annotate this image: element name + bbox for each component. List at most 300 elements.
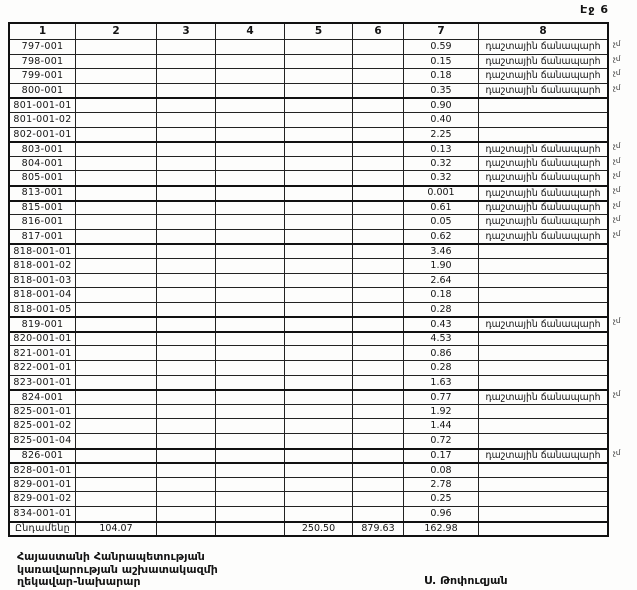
cell-col4 [216, 288, 285, 302]
cell-col1: 818-001-05 [10, 303, 76, 317]
cell-col5 [285, 507, 353, 521]
cell-col2 [76, 346, 157, 360]
cell-col5 [285, 215, 353, 229]
cell-col7: 0.61 [404, 202, 479, 215]
cell-col8 [479, 419, 607, 433]
table-row [10, 360, 607, 375]
cell-col4 [216, 464, 285, 477]
cell-col7: 3.46 [404, 245, 479, 258]
handwritten-margin-note: չմ [613, 229, 621, 238]
cell-col7: 0.72 [404, 434, 479, 448]
handwritten-margin-note: չմ [613, 83, 621, 92]
cell-col8: դաշտային ճանապարհ [485, 216, 601, 228]
cell-col1: 828-001-01 [10, 464, 76, 477]
cell-col2 [76, 69, 157, 83]
cell-col3 [157, 143, 216, 156]
cell-col2 [76, 99, 157, 112]
cell-col2 [76, 288, 157, 302]
table-row [10, 316, 607, 331]
cell-col3 [157, 376, 216, 390]
cell-col4 [216, 507, 285, 521]
cell-col6 [353, 288, 404, 302]
cell-col7: 0.18 [404, 69, 479, 83]
cell-col3 [157, 523, 216, 536]
cell-col5 [285, 492, 353, 506]
handwritten-margin-note: չմ [613, 200, 621, 209]
cell-col2 [76, 274, 157, 288]
cell-col2 [76, 40, 157, 54]
cell-col7: 0.90 [404, 99, 479, 112]
table-row [10, 448, 607, 463]
cell-col3 [157, 303, 216, 317]
cell-col2 [76, 434, 157, 448]
cell-col6 [353, 143, 404, 156]
cell-col6 [353, 128, 404, 142]
cell-col2 [76, 113, 157, 127]
cell-col8: դաշտային ճանապարհ [485, 70, 601, 82]
cell-col7: 0.28 [404, 361, 479, 375]
cell-col2 [76, 171, 157, 185]
cell-col7: 162.98 [404, 523, 479, 536]
cell-col1: 801-001-02 [10, 113, 76, 127]
handwritten-margin-note: չմ [613, 142, 621, 151]
cell-col8 [479, 492, 607, 506]
cell-col1: 798-001 [10, 55, 76, 69]
cell-col2 [76, 376, 157, 390]
cell-col1: 801-001-01 [10, 99, 76, 112]
cell-col7: 1.90 [404, 259, 479, 273]
cell-col5 [285, 405, 353, 419]
table-row [10, 418, 607, 433]
cell-col2 [76, 157, 157, 171]
column-header-7: 7 [404, 24, 479, 39]
cell-col8 [479, 346, 607, 360]
table-row [10, 214, 607, 229]
cell-col5 [285, 55, 353, 69]
cell-col5 [285, 376, 353, 390]
cell-col1: 822-001-01 [10, 361, 76, 375]
cell-col4 [216, 69, 285, 83]
cell-col2 [76, 333, 157, 346]
cell-col4 [216, 391, 285, 404]
cell-col1: 800-001 [10, 84, 76, 98]
cell-col1: 804-001 [10, 157, 76, 171]
table-row [10, 54, 607, 69]
cell-col4 [216, 113, 285, 127]
cell-col4 [216, 333, 285, 346]
cell-col3 [157, 128, 216, 142]
cell-col4 [216, 434, 285, 448]
table-row [10, 229, 607, 244]
cell-col5 [285, 202, 353, 215]
cell-col5 [285, 419, 353, 433]
cell-col4 [216, 215, 285, 229]
cell-col4 [216, 523, 285, 536]
cell-col3 [157, 478, 216, 492]
cell-col4 [216, 274, 285, 288]
cell-col6 [353, 303, 404, 317]
cell-col7: 2.25 [404, 128, 479, 142]
cell-col4 [216, 259, 285, 273]
cell-col3 [157, 259, 216, 273]
cell-col8: դաշտային ճանապարհ [485, 143, 601, 155]
table-header-row [10, 24, 607, 39]
cell-col6 [353, 157, 404, 171]
cell-col2 [76, 318, 157, 331]
cell-col2 [76, 259, 157, 273]
cell-col1: 834-001-01 [10, 507, 76, 521]
cell-col5 [285, 318, 353, 331]
cell-col8 [479, 99, 607, 112]
handwritten-margin-note: չմ [613, 186, 621, 194]
table-row [10, 375, 607, 390]
cell-col4 [216, 478, 285, 492]
cell-col6 [353, 464, 404, 477]
cell-col1: 818-001-03 [10, 274, 76, 288]
cell-col1: 825-001-02 [10, 419, 76, 433]
cell-col6 [353, 202, 404, 215]
table-total-row [10, 521, 607, 536]
cell-col7: 0.17 [404, 450, 479, 463]
cell-col8 [479, 523, 607, 536]
cell-col7: 0.18 [404, 288, 479, 302]
cell-col6 [353, 507, 404, 521]
cell-col3 [157, 274, 216, 288]
cell-col8 [479, 361, 607, 375]
handwritten-margin-note: չմ [613, 69, 621, 78]
cell-col4 [216, 84, 285, 98]
handwritten-margin-note: չմ [613, 448, 621, 457]
cell-col1: 817-001 [10, 230, 76, 244]
cell-col7: 1.63 [404, 376, 479, 390]
cell-col2 [76, 507, 157, 521]
table-row [10, 345, 607, 360]
table-row [10, 243, 607, 258]
cell-col8 [479, 128, 607, 142]
cell-col6 [353, 318, 404, 331]
cell-col4 [216, 40, 285, 54]
cell-col7: 0.08 [404, 464, 479, 477]
column-header-5: 5 [285, 24, 353, 39]
cell-col6 [353, 113, 404, 127]
table-row [10, 506, 607, 521]
cell-col3 [157, 419, 216, 433]
cell-col5 [285, 245, 353, 258]
cell-col6 [353, 434, 404, 448]
table-row [10, 258, 607, 273]
cell-col1: 799-001 [10, 69, 76, 83]
cell-col5 [285, 113, 353, 127]
cell-col5 [285, 143, 353, 156]
cell-col4 [216, 318, 285, 331]
cell-col8 [479, 288, 607, 302]
cell-col7: 0.32 [404, 171, 479, 185]
cell-col6 [353, 84, 404, 98]
table-row [10, 200, 607, 215]
cell-col8: դաշտային ճանապարհ [485, 84, 601, 96]
table-row [10, 97, 607, 112]
cell-col4 [216, 55, 285, 69]
cell-col5 [285, 259, 353, 273]
table-row [10, 404, 607, 419]
cell-col5 [285, 346, 353, 360]
cell-col4 [216, 346, 285, 360]
cell-col1: 825-001-04 [10, 434, 76, 448]
cell-col7: 0.13 [404, 143, 479, 156]
cell-col7: 0.35 [404, 84, 479, 98]
cell-col4 [216, 405, 285, 419]
table-row [10, 185, 607, 200]
cell-col7: 0.96 [404, 507, 479, 521]
table-row [10, 170, 607, 185]
cell-col8: դաշտային ճանապարհ [485, 450, 601, 462]
cell-col2 [76, 464, 157, 477]
cell-col3 [157, 55, 216, 69]
cell-col3 [157, 230, 216, 244]
cell-col5 [285, 361, 353, 375]
cell-col8 [479, 113, 607, 127]
cell-col6 [353, 346, 404, 360]
cell-col1: 818-001-02 [10, 259, 76, 273]
cell-col7: 0.77 [404, 391, 479, 404]
footer-line-1: Հայաստանի Հանրապետության [17, 550, 205, 563]
cell-col3 [157, 40, 216, 54]
cell-col2 [76, 202, 157, 215]
cell-col1: 823-001-01 [10, 376, 76, 390]
cell-col1: 819-001 [10, 318, 76, 331]
cell-col4 [216, 361, 285, 375]
cell-col4 [216, 187, 285, 200]
cell-col8: դաշտային ճանապարհ [485, 55, 601, 67]
cell-col7: 0.15 [404, 55, 479, 69]
cell-col2 [76, 84, 157, 98]
cell-col6 [353, 230, 404, 244]
table-row [10, 477, 607, 492]
cell-col1: 813-001 [10, 187, 76, 200]
cell-col3 [157, 346, 216, 360]
cell-col4 [216, 202, 285, 215]
cell-col7: 2.64 [404, 274, 479, 288]
cell-col6 [353, 333, 404, 346]
cell-col6 [353, 69, 404, 83]
cell-col3 [157, 288, 216, 302]
cell-col7: 0.25 [404, 492, 479, 506]
cell-col1: 825-001-01 [10, 405, 76, 419]
cell-col8 [479, 245, 607, 258]
cell-col3 [157, 434, 216, 448]
cell-col5 [285, 84, 353, 98]
cell-col8 [479, 464, 607, 477]
cell-col7: 0.59 [404, 40, 479, 54]
footer-line-2: կառավարության աշխատակազմի [17, 562, 218, 576]
cell-col6 [353, 419, 404, 433]
handwritten-margin-note: չմ [613, 215, 621, 224]
cell-col1: 818-001-04 [10, 288, 76, 302]
cell-col6 [353, 187, 404, 200]
cell-col3 [157, 215, 216, 229]
footer-line-3: ղեկավար-նախարար [17, 575, 141, 588]
cell-col3 [157, 333, 216, 346]
cell-col7: 0.28 [404, 303, 479, 317]
handwritten-margin-note: չմ [613, 40, 621, 48]
cell-col4 [216, 99, 285, 112]
table-row [10, 112, 607, 127]
cell-col3 [157, 361, 216, 375]
table-row [10, 491, 607, 506]
cell-col8: դաշտային ճանապարհ [485, 391, 601, 403]
cell-col2 [76, 55, 157, 69]
cell-col6 [353, 259, 404, 273]
cell-col2 [76, 361, 157, 375]
handwritten-margin-note: չմ [613, 171, 621, 180]
cell-col6 [353, 274, 404, 288]
cell-col2 [76, 245, 157, 258]
column-header-6: 6 [353, 24, 404, 39]
cell-col7: 0.05 [404, 215, 479, 229]
cell-col6 [353, 245, 404, 258]
cell-col5 [285, 40, 353, 54]
cell-col5: 250.50 [285, 523, 353, 536]
cell-col6 [353, 99, 404, 112]
cell-col4 [216, 450, 285, 463]
cell-col4 [216, 171, 285, 185]
cell-col8 [479, 303, 607, 317]
column-header-2: 2 [76, 24, 157, 39]
table-row [10, 433, 607, 448]
table-row [10, 302, 607, 317]
cell-col4 [216, 128, 285, 142]
cell-col3 [157, 84, 216, 98]
cell-col8: դաշտային ճանապարհ [485, 187, 601, 199]
handwritten-margin-note: չմ [613, 317, 621, 326]
column-header-4: 4 [216, 24, 285, 39]
cell-col6 [353, 405, 404, 419]
cell-col3 [157, 202, 216, 215]
table-row [10, 462, 607, 477]
cell-col4 [216, 303, 285, 317]
cell-col7: 0.001 [404, 187, 479, 200]
cell-col4 [216, 419, 285, 433]
column-header-8: 8 [539, 25, 547, 38]
handwritten-margin-note: չմ [613, 390, 621, 399]
table-row [10, 156, 607, 171]
column-header-3: 3 [157, 24, 216, 39]
table-row [10, 273, 607, 288]
cell-col5 [285, 478, 353, 492]
cell-col2 [76, 143, 157, 156]
cell-col8 [479, 405, 607, 419]
handwritten-margin-note: չմ [613, 156, 621, 165]
cell-col1: 829-001-01 [10, 478, 76, 492]
cell-col5 [285, 171, 353, 185]
cell-col8: դաշտային ճանապարհ [485, 318, 601, 330]
cell-col5 [285, 230, 353, 244]
cell-col2 [76, 230, 157, 244]
footer-signatory-title [17, 551, 218, 589]
cell-col8: դաշտային ճանապարհ [485, 202, 601, 214]
table-row [10, 127, 607, 142]
cell-col1: 820-001-01 [10, 333, 76, 346]
cell-col7: 0.43 [404, 318, 479, 331]
cell-col3 [157, 464, 216, 477]
land-parcel-table [8, 22, 609, 537]
cell-col3 [157, 318, 216, 331]
cell-col5 [285, 288, 353, 302]
cell-col6: 879.63 [353, 523, 404, 536]
cell-col2: 104.07 [76, 523, 157, 536]
cell-col6 [353, 391, 404, 404]
cell-col7: 2.78 [404, 478, 479, 492]
cell-col5 [285, 434, 353, 448]
table-row [10, 141, 607, 156]
cell-col3 [157, 450, 216, 463]
cell-col8: դաշտային ճանապարհ [485, 157, 601, 169]
cell-col2 [76, 187, 157, 200]
cell-col3 [157, 157, 216, 171]
cell-col5 [285, 274, 353, 288]
cell-col8 [479, 274, 607, 288]
cell-col2 [76, 391, 157, 404]
cell-col5 [285, 464, 353, 477]
cell-col7: 0.62 [404, 230, 479, 244]
table-row [10, 331, 607, 346]
cell-col1: 829-001-02 [10, 492, 76, 506]
cell-col8: դաշտային ճանապարհ [485, 172, 601, 184]
cell-col6 [353, 171, 404, 185]
cell-col2 [76, 303, 157, 317]
cell-col8: դաշտային ճանապարհ [485, 41, 601, 53]
cell-col2 [76, 419, 157, 433]
cell-col3 [157, 69, 216, 83]
cell-col6 [353, 492, 404, 506]
cell-col2 [76, 478, 157, 492]
cell-col5 [285, 187, 353, 200]
cell-col4 [216, 376, 285, 390]
cell-col1: 797-001 [10, 40, 76, 54]
cell-col7: 0.86 [404, 346, 479, 360]
cell-col3 [157, 187, 216, 200]
cell-col4 [216, 143, 285, 156]
cell-col6 [353, 215, 404, 229]
cell-col3 [157, 391, 216, 404]
page-number: Էջ 6 [580, 3, 609, 16]
cell-col1: 816-001 [10, 215, 76, 229]
cell-col5 [285, 333, 353, 346]
cell-col4 [216, 157, 285, 171]
cell-col1: 815-001 [10, 202, 76, 215]
cell-col6 [353, 450, 404, 463]
cell-col7: 0.32 [404, 157, 479, 171]
cell-col1: 821-001-01 [10, 346, 76, 360]
cell-col1: 824-001 [10, 391, 76, 404]
cell-col5 [285, 303, 353, 317]
cell-col1: 802-001-01 [10, 128, 76, 142]
cell-col8 [479, 507, 607, 521]
cell-col5 [285, 157, 353, 171]
cell-col8: դաշտային ճանապարհ [485, 230, 601, 242]
cell-col4 [216, 245, 285, 258]
cell-col7: 4.53 [404, 333, 479, 346]
cell-col2 [76, 128, 157, 142]
cell-col8 [479, 376, 607, 390]
cell-col2 [76, 492, 157, 506]
cell-col2 [76, 215, 157, 229]
cell-col6 [353, 376, 404, 390]
cell-col7: 1.92 [404, 405, 479, 419]
table-row [10, 389, 607, 404]
cell-col8 [479, 333, 607, 346]
cell-col4 [216, 230, 285, 244]
